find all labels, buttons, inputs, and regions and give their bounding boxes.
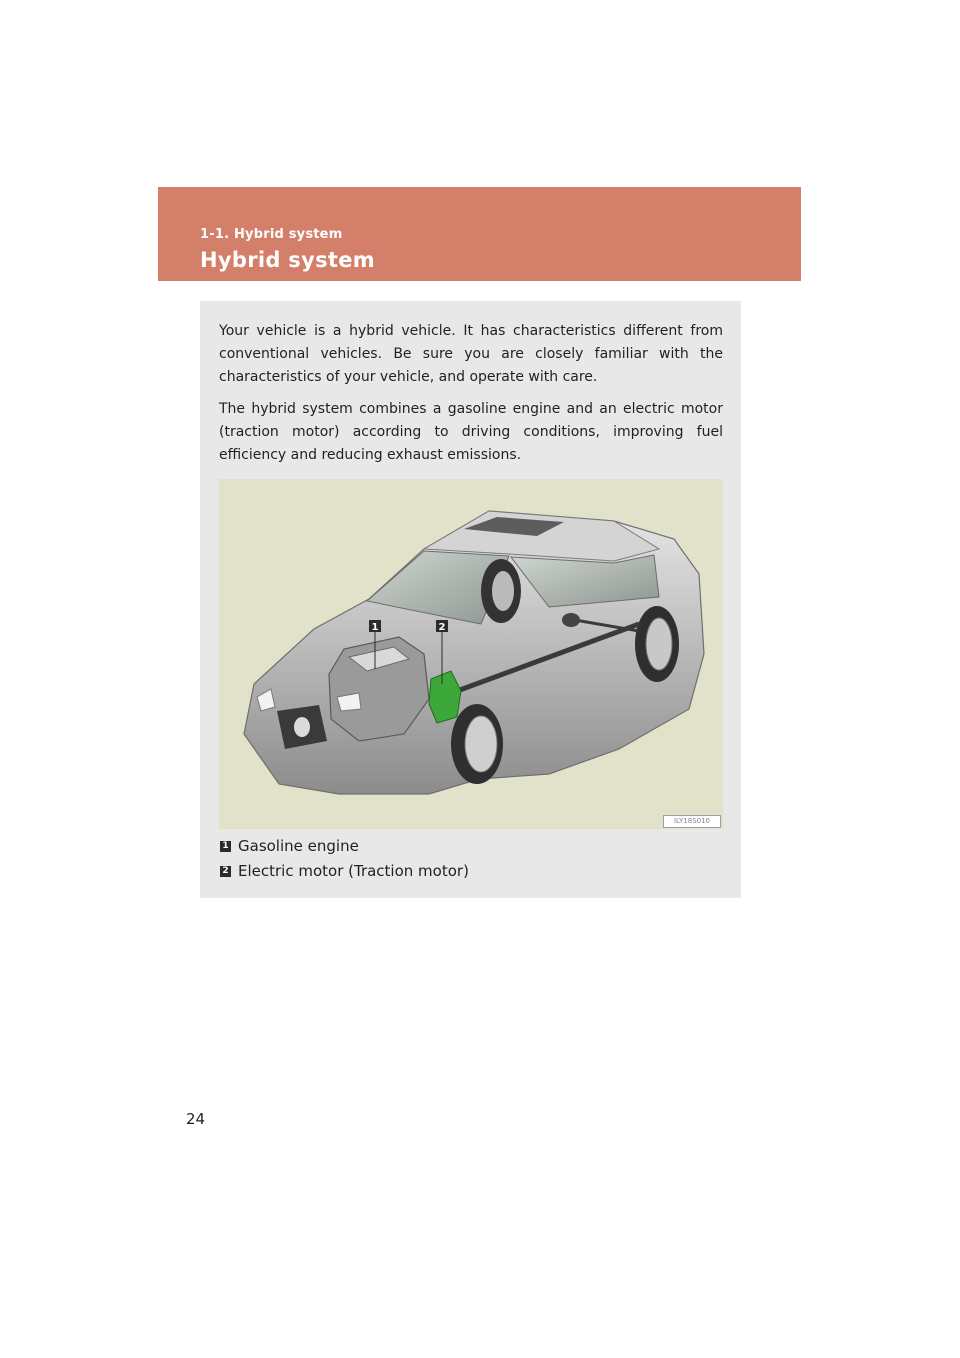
intro-paragraph: Your vehicle is a hybrid vehicle. It has characteristics different from conventional vehicles. Be sure you are closely familiar with the characteristics of your vehicle, and operate with care. <box>219 323 723 385</box>
callout-2-label: 2 <box>438 622 446 633</box>
hybrid-description-paragraph: The hybrid system combines a gasoline engine and an electric motor (traction motor) according to driving conditions, improving fuel efficiency and reducing exhaust emissions. <box>219 401 723 463</box>
rear-wheel-rim <box>646 618 672 670</box>
emblem <box>294 717 310 737</box>
section-header-band <box>158 187 801 281</box>
legend-marker-1: 1 <box>220 841 231 852</box>
section-label: 1-1. Hybrid system <box>200 227 343 242</box>
page-number: 24 <box>186 1110 206 1128</box>
legend-label-electric-motor: Electric motor (Traction motor) <box>238 862 469 880</box>
content-box <box>200 301 741 898</box>
car-cutaway-drawing <box>219 479 723 829</box>
spare-wheel-rim <box>492 571 514 611</box>
page-title: Hybrid system <box>200 248 375 272</box>
legend-marker-2: 2 <box>220 866 231 877</box>
figure-code: ILY18S010 <box>663 815 721 828</box>
front-wheel-rim <box>465 716 497 772</box>
differential <box>562 613 580 627</box>
legend-label-gasoline-engine: Gasoline engine <box>238 837 359 855</box>
car-illustration <box>219 479 723 829</box>
callout-1-label: 1 <box>371 622 379 633</box>
